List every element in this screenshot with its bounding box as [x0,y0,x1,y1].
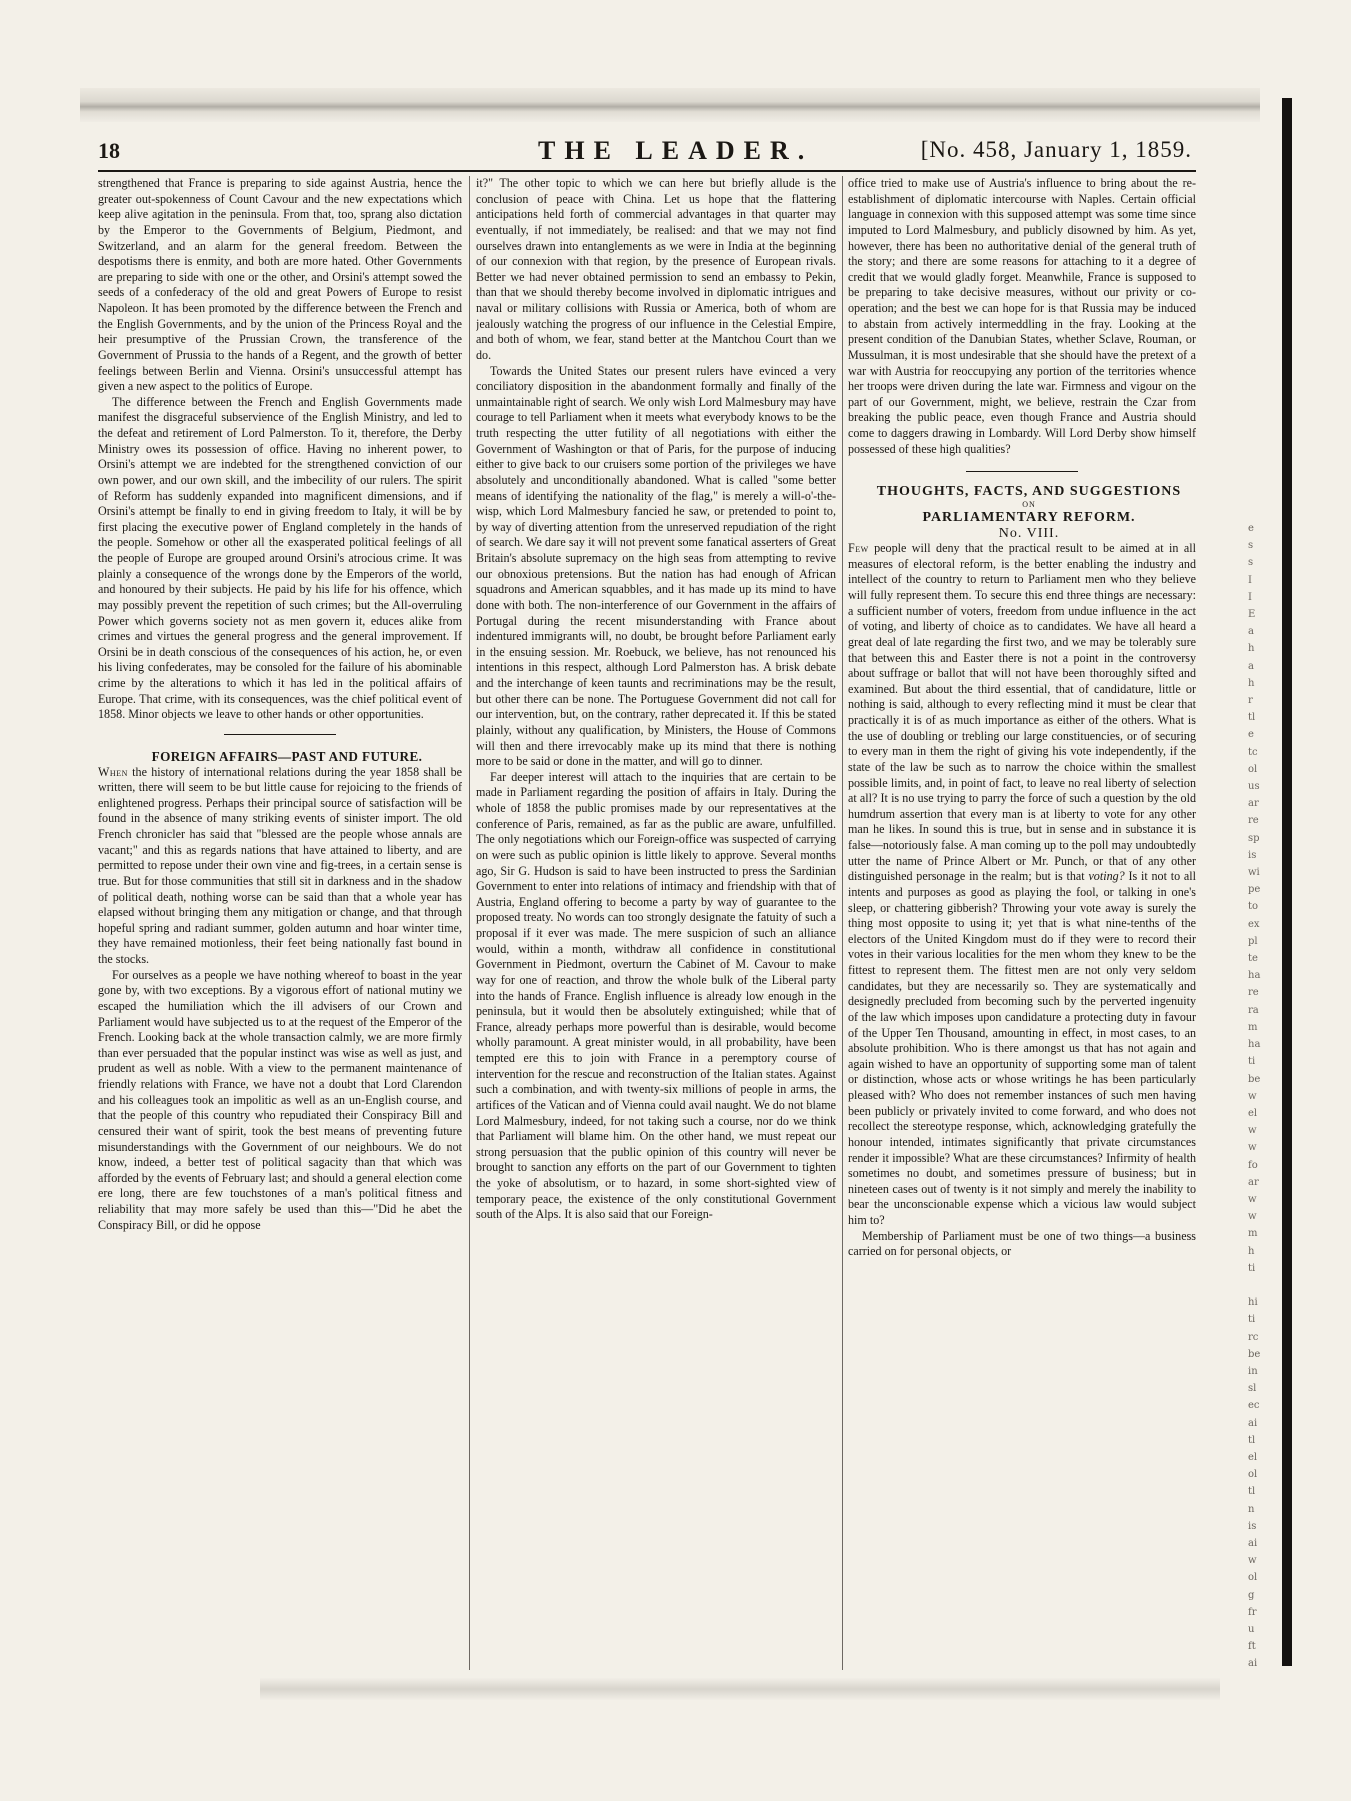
column-rule-1 [469,176,470,1670]
article-paragraph: Far deeper interest will attach to the inquiries that are certain to be made in Parliament regarding the position of affairs in Italy. During the whole of 1858 the public promises made by our representatives at the conference of Paris, remained, as far as the public are aware, unfulfilled. The only negotiations which our Foreign-office was suspected of carrying on were such as public opinion is little likely to approve. Several months ago, Sir G. Hudson is said to have been instructed to press the Sardinian Government to enter into relations of intimacy and friendship with that of Austria, England offering to become a party by way of guarantee to the proposed treaty. No words can too strongly designate the fatuity of such a proposal if it ever was made. The mere suspicion of such an alliance would, within a month, withdraw all confidence in constitutional Government in Piedmont, overturn the Cabinet of M. Cavour to make way for one of reaction, and throw the whole bulk of the Liberal party into the hands of France. English influence is already low enough in the peninsula, but it would then be absolutely extinguished; while that of France, already perhaps more powerful than is desirable, would become wholly paramount. A great minister would, in all probability, have been tempted ere this to join with France in a peremptory course of intervention for the rescue and reconstruction of the Italian states. Against such a combination, and with twenty-six millions of people in arms, the artifices of the Vatican and of Vienna could avail naught. We do not blame Lord Malmesbury, indeed, for not taking such a course, nor do we think that Parliament will blame him. On the other hand, we must repeat our strong persuasion that the public opinion of this country will never be brought to sanction any efforts on the part of our Government to tighten the yoke of absolutism, or to hazard, in some short-sighted view of temporary peace, the existence of the only constitutional Government south of the Alps. It is also said that our Foreign- [476,769,836,1222]
article-paragraph: For ourselves as a people we have nothing whereof to boast in the year gone by, with two exceptions. By a vigorous effort of national mutiny we escaped the humiliation which the ill advisers of our Crown and Parliament would have subjected us to at the request of the Emperor of the French. Looking back at the whole transaction calmly, we are more firmly than ever persuaded that the popular instinct was wise as well as just, and prudent as well as noble. With a view to the permanent maintenance of friendly relations with France, we have not a doubt that Lord Clarendon and his colleagues took an impolitic as well as an un-English course, and that the people of this country who repudiated their Conspiracy Bill and censured their want of spirit, took the best means of preventing future misunderstandings with the Government of our neighbours. We do not know, indeed, a better test of political sagacity than that which was afforded by the events of February last; and should a general election come ere long, there are few touchstones of a man's political fitness and reliability that may more safely be used than this—"Did he abet the Conspiracy Bill, or did he oppose [98,967,462,1232]
article-text: people will deny that the practical result to be aimed at in all measures of electoral reform, is the better enabling the industry and intellect of the country to return to Parliament men who they believe will fully represent them. To secure this end three things are necessary: a sufficient number of voters, freedom from undue influence in the act of voting, and liberty of choice as to candidates. We have all heard a great deal of late regarding the first two, and we may be tolerably sure that between this and Easter there is not a point in the controversy about suffrage or ballot that will not have been thoroughly sifted and examined. But about the third essential, that of candidature, little or nothing is said, although to every reflecting mind it must be clear that practically it is of as much importance as either of the others. What is the use of doubling or trebling our large constituencies, or of securing to every man in them the right of giving his vote independently, if the state of the law be such as to narrow the choice within the smallest possible limits, and, in point of fact, to leave no real liberty of selection at all? It is no use trying to parry the force of such a question by the old humdrum assertion that every man is at liberty to vote for any other man he likes. In sound this is true, but in sense and in substance it is false—notoriously false. A man coming up to the poll may undoubtedly utter the name of Prince Albert or Mr. Punch, or that of any other distinguished personage in the realm; but is that [848,541,1196,884]
page-number: 18 [98,138,120,163]
section-separator [966,471,1078,472]
article-paragraph: office tried to make use of Austria's influence to bring about the re-establishment of diplomatic intercourse with Naples. Certain official language in connexion with this supposed attempt was some time since imputed to Lord Malmesbury, and publicly disowned by him. As yet, however, there has been no authoritative denial of the general truth of the story; and there are some reasons for attaching to it a degree of credit that we would gladly forget. Meanwhile, France is supposed to be preparing to take decisive measures, without our privity or co-operation; and the best we can hope for is that Russia may be induced to abstain from actively intermeddling in the fray. Looking at the present condition of the Danubian States, whether Sclave, Rouman, or Mussulman, it is most undesirable that she should have the pretext of a war with Austria for reoccupying any portion of the territories whence her troops were driven during the late war. Firmness and vigour on the part of our Government, might, we believe, restrain the Czar from breaking the public peace, even though France and Austria should come to daggers drawing in Lombardy. Will Lord Derby show himself possessed of these high qualities? [848,176,1196,456]
header-rule [98,170,1196,172]
article-text: Is it not to all intents and purposes as good as playing the fool, or talking in one's sleep, or chattering gibberish? Throwing your vote away is surely the thing most opposite to using it; yet that is what nine-tenths of the electors of the United Kingdom must do if they were to record their votes in their various localities for the men whom they knew to be the fittest to represent them. The fittest men are not only very seldom candidates, but they are necessarily so. They are systematically and designedly precluded from becoming such by the perverted ingenuity of the law which imposes upon candidature a protecting duty in favour of the Upper Ten Thousand, amounting in effect, in most cases, to an absolute prohibition. Who is there amongst us that has not again and again wished to have an opportunity of supporting some man of talent or distinction, whose acts or whose writings he has been particularly pleased with? Who does not remember instances of such men having been publicly or privately invited to come forward, and who does not recollect the stereotype response, which, acknowledging gratefully the honour intended, intimates significantly that private circumstances render it impossible? What are these circumstances? Infirmity of health sometimes no doubt, and sometimes pressure of business; but in nineteen cases out of twenty is it not simply and merely the inability to bear the unconscionable expense which a vicious law would subject him to? [848,869,1196,1227]
page-header [98,136,1192,166]
issue-date: [No. 458, January 1, 1859. [920,137,1192,162]
reform-number: No. VIII. [998,525,1060,541]
scan-artifact-top [80,88,1260,122]
section-separator [224,734,336,735]
next-page-bleed-text: e s s I I E a h a h r tl e tc ol us ar re sp is wi pe to ex pl te ha re ra m ha ti be w el w w fo ar w w m h ti hi ti rc be in sl ec ai tl el ol tl n is ai w ol g fr u ft ai [1248,523,1261,1670]
article-paragraph: Membership of Parliament must be one of two things—a business carried on for personal objects, or [848,1228,1196,1259]
article-paragraph [848,541,1196,1229]
article-text: the history of international relations during the year 1858 shall be written, there will seem to be but little cause for rejoicing to the friends of enlightened progress. Perhaps their principal source of satisfaction will be found in the absence of many striking events of sinister import. The old French chronicler has said that "blessed are the people whose annals are vacant;" and this as regards nations that have attained to liberty, and are permitted to repose under their own vine and fig-trees, in a certain sense is true. But for those communities that still sit in darkness and in the shadow of political death, nothing worse can be said than that a whole year has elapsed without bringing them any mitigation or change, and that through hopeful spring and radiant summer, golden autumn and hoar winter time, they have remained motionless, their feet being nationally fast bound in the stocks. [98,764,462,966]
masthead-title: THE LEADER. [538,136,814,165]
column-rule-2 [842,176,843,1670]
page-edge-bar [1282,98,1292,1666]
column-3 [848,176,1196,1666]
foreign-affairs-heading: FOREIGN AFFAIRS—PAST AND FUTURE. [151,748,423,764]
column-2 [476,176,836,1666]
column-1 [98,176,462,1666]
drop-lead-word: When [98,764,128,779]
article-paragraph [98,765,462,968]
emphasis-text: voting? [1088,869,1125,884]
scan-artifact-bottom [260,1678,1220,1700]
article-paragraph: strengthened that France is preparing to side against Austria, hence the greater out-spokenness of Count Cavour and the new expectations which keep alive agitation in the peninsula. From that, too, sprang also dictation by the Emperor to the Governments of Belgium, Piedmont, and Switzerland, and an alarm for the general freedom. Between the despotisms there is enmity, and both are more hated. Other Governments are preparing to side with one or the other, and Orsini's attempt sowed the seeds of a confederacy of the old and great Powers of Europe to resist Napoleon. It has been promoted by the difference between the French and the English Governments, and by the union of the Princess Royal and the heir presumptive of the Prussian Crown, the transference of the Government of Prussia to the hands of a Regent, and the growth of better feelings between Berlin and Vienna. Orsini's unsuccessful attempt has given a new aspect to the politics of Europe. [98,176,462,394]
reform-heading-sub: PARLIAMENTARY REFORM. [922,509,1136,525]
article-paragraph: The difference between the French and English Governments made manifest the disgraceful subservience of the English Ministry, and led to the defeat and retirement of Lord Palmerston. To it, therefore, the Derby Ministry owes its possession of office. Having no inherent power, to Orsini's attempt we are indebted for the strengthened conviction of our own power, and our own skill, and the imbecility of our rulers. The spirit of Reform has suddenly expanded into magnificent dimensions, and if Orsini's attempt be finally to end in giving freedom to Italy, it will be by first placing the executive power of England completely in the hands of the people. Somehow or other all the exasperated political feelings of all the people of Europe are grouped around Orsini's atrocious crime. It was plainly a consequence of the wrongs done by the Emperors of the world, and honoured by their subjects. He paid by his life for his offence, which may possibly prevent the repetition of such crimes; but the All-overruling Power which governs society not as men govern it, educes alike from crimes and virtues the general progress and the general improvement. If Orsini be in death conscious of the consequences of his action, he, or even his living confederates, may be consoled for the failure of his abominable crime by the alterations to which it has led in the political affairs of Europe. That crime, with its consequences, was the chief political event of 1858. Minor objects we leave to other hands or other opportunities. [98,394,462,722]
drop-lead-word: Few [848,541,869,556]
article-paragraph: Towards the United States our present rulers have evinced a very conciliatory disposition in the abandonment formally and finally of the unmaintainable right of search. We only wish Lord Malmesbury may have courage to tell Parliament when it meets what everybody knows to be the truth respecting the utter futility of all negotiations with either the Government of Washington or that of Paris, for the purpose of inducing either to give back to our cruisers some portion of the privileges we have absolutely and unconditionally abandoned. What is called "some better means of identifying the nationality of the flag," is merely a will-o'-the-wisp, which Lord Malmesbury fancied he saw, or pretended to point to, by way of diverting attention from the unreserved repudiation of the right of search. We dare say it will not prevent some fanatical asserters of Great Britain's absolute supremacy on the high seas from attempting to revive our obnoxious pretensions. But the nation has had enough of African squadrons and American squabbles, and it has made up its mind to have done with both. The non-interference of our Government in the affairs of Portugal during the recent misunderstanding with France about indentured immigrants will, no doubt, be brought before Parliament early in the ensuing session. Mr. Roebuck, we believe, has not renounced his intentions in this respect, although Lord Palmerston has. A brisk debate and the interchange of keen taunts and recriminations may be the result, but other there can be none. The Portuguese Government did not call for our intervention, but, on the contrary, rather deprecated it. If this be stated plainly, without any qualification, by Ministers, the House of Commons will then and there irrevocably make up its mind that there is nothing more to be said or done in the matter, and will go to dinner. [476,363,836,769]
reform-heading-on: ON [1022,499,1036,509]
article-paragraph: it?" The other topic to which we can here but briefly allude is the conclusion of peace with China. Let us hope that the flattering anticipations held forth of commercial advantages in that quarter may eventually, if not immediately, be realised: and that we may not find ourselves drawn into entanglements as we were in India at the beginning of our connexion with that region, by the presence of European rivals. Better we had never obtained permission to send an embassy to Pekin, than that we should thereby become involved in diplomatic intrigues and naval or military collisions with Russia or America, both of whom are jealously watching the progress of our influence in the Celestial Empire, and both of whom, we fear, stand better at the Mantchou Court than we do. [476,176,836,362]
reform-heading: THOUGHTS, FACTS, AND SUGGESTIONS [876,484,1182,500]
